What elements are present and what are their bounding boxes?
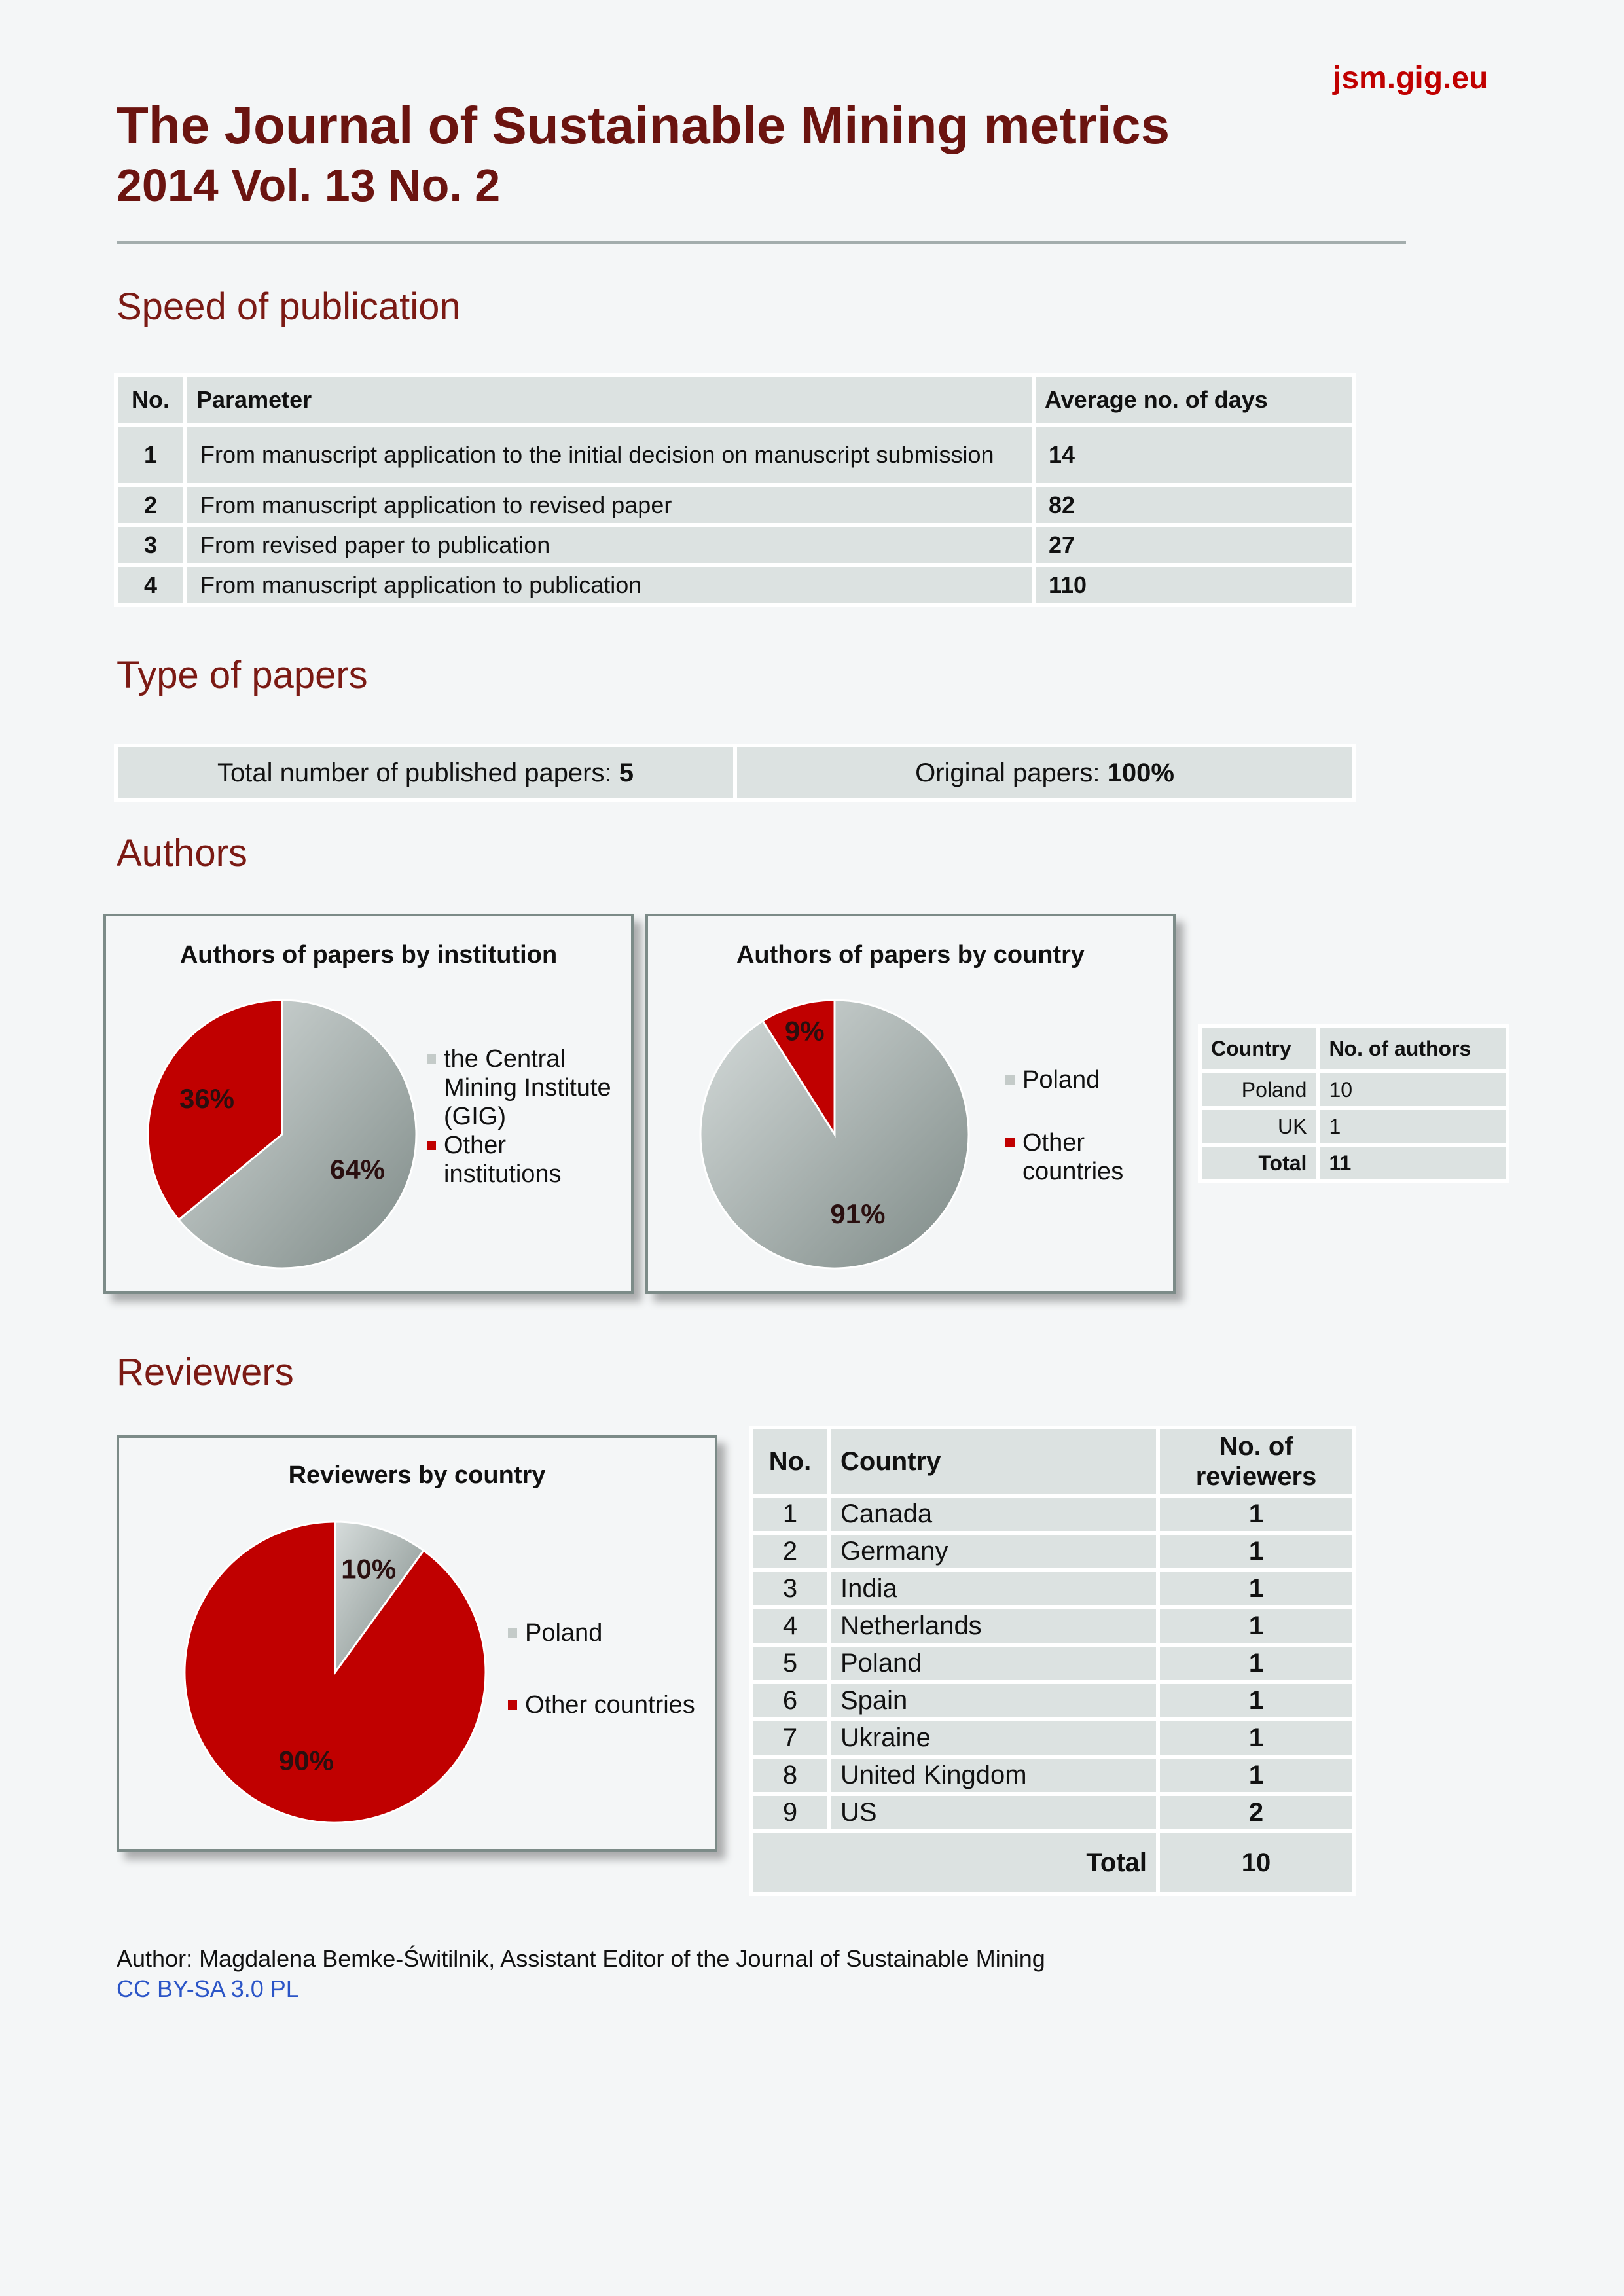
- pie-chart: [700, 1000, 969, 1268]
- legend-label: Other countries: [1022, 1129, 1124, 1185]
- row-number: 4: [118, 567, 183, 603]
- legend-marker-grey: [427, 1054, 436, 1064]
- column-header: Country: [1202, 1028, 1316, 1069]
- speed-table: [114, 373, 1356, 607]
- legend-label: Other institutions: [444, 1132, 562, 1188]
- country-cell: Ukraine: [831, 1721, 1156, 1755]
- days-cell: 82: [1036, 487, 1352, 523]
- parameter-cell: From manuscript application to the initial decision on manuscript submission: [187, 427, 1032, 483]
- original-papers-box: [737, 747, 1352, 798]
- row-number: 3: [118, 527, 183, 563]
- reviewers-count-cell: 1: [1160, 1498, 1352, 1531]
- table-row: [753, 1759, 1352, 1792]
- data-label: 91%: [830, 1198, 886, 1230]
- row-number: 1: [118, 427, 183, 483]
- pie-chart: [148, 1000, 416, 1268]
- original-papers-label: Original papers:: [915, 758, 1108, 787]
- data-label: 64%: [329, 1154, 386, 1185]
- reviewers-count-cell: 1: [1160, 1572, 1352, 1605]
- chart-title: Reviewers by country: [288, 1462, 546, 1489]
- days-cell: 110: [1036, 567, 1352, 603]
- reviewers-count-cell: 1: [1160, 1721, 1352, 1755]
- column-header: No. of authors: [1320, 1028, 1506, 1069]
- data-label: 90%: [278, 1745, 334, 1776]
- legend-item: [427, 1045, 623, 1131]
- chart-legend: [1005, 1066, 1163, 1186]
- original-papers-value: 100%: [1107, 758, 1174, 787]
- chart-authors-by-country: [645, 914, 1176, 1294]
- chart-title: Authors of papers by institution: [179, 941, 558, 969]
- country-cell: Germany: [831, 1535, 1156, 1568]
- page-subtitle: 2014 Vol. 13 No. 2: [117, 160, 501, 211]
- parameter-cell: From revised paper to publication: [187, 527, 1032, 563]
- legend-marker-grey: [1005, 1075, 1015, 1085]
- column-header: Average no. of days: [1036, 377, 1352, 423]
- column-header: Parameter: [187, 377, 1032, 423]
- section-heading-speed: Speed of publication: [117, 285, 461, 328]
- table-row: [1202, 1110, 1506, 1143]
- country-cell: Poland: [831, 1647, 1156, 1680]
- table-header-row: [1202, 1028, 1506, 1069]
- legend-item: [508, 1691, 711, 1719]
- count-cell: 1: [1320, 1110, 1506, 1143]
- column-header: No.: [118, 377, 183, 423]
- data-label: 10%: [341, 1553, 397, 1585]
- table-total-row: [1202, 1147, 1506, 1179]
- table-row: [753, 1647, 1352, 1680]
- section-heading-type: Type of papers: [117, 654, 368, 696]
- total-label: Total: [1202, 1147, 1316, 1179]
- column-header: Country: [831, 1429, 1156, 1494]
- authors-by-country-table: [1198, 1024, 1509, 1183]
- pie-slice-red: [185, 1522, 486, 1823]
- reviewers-table-body: [753, 1498, 1352, 1829]
- row-number: 1: [753, 1498, 827, 1531]
- country-cell: Poland: [1202, 1073, 1316, 1106]
- row-number: 9: [753, 1796, 827, 1829]
- days-cell: 14: [1036, 427, 1352, 483]
- legend-marker-grey: [508, 1628, 517, 1638]
- table-row: [753, 1572, 1352, 1605]
- table-header-row: [118, 377, 1352, 423]
- row-number: 5: [753, 1647, 827, 1680]
- reviewers-count-cell: 1: [1160, 1647, 1352, 1680]
- data-label: 9%: [784, 1015, 825, 1047]
- row-number: 8: [753, 1759, 827, 1792]
- type-of-papers-boxes: [114, 744, 1356, 802]
- chart-authors-by-institution: [103, 914, 634, 1294]
- chart-legend: [427, 1045, 623, 1189]
- row-number: 3: [753, 1572, 827, 1605]
- reviewers-count-cell: 1: [1160, 1609, 1352, 1643]
- row-number: 2: [118, 487, 183, 523]
- column-header: No. of reviewers: [1160, 1429, 1352, 1494]
- data-label: 36%: [179, 1083, 235, 1114]
- legend-item: [1005, 1066, 1163, 1094]
- table-total-row: [753, 1833, 1352, 1892]
- site-url-link[interactable]: jsm.gig.eu: [1333, 61, 1489, 96]
- parameter-cell: From manuscript application to revised paper: [187, 487, 1032, 523]
- header-divider: [117, 241, 1406, 244]
- total-papers-value: 5: [619, 758, 634, 787]
- table-header-row: [753, 1429, 1352, 1494]
- total-value: 11: [1320, 1147, 1506, 1179]
- section-heading-reviewers: Reviewers: [117, 1351, 294, 1393]
- license-link[interactable]: CC BY-SA 3.0 PL: [117, 1975, 299, 2002]
- chart-title: Authors of papers by country: [736, 941, 1085, 969]
- reviewers-count-cell: 1: [1160, 1684, 1352, 1717]
- reviewers-table: [749, 1426, 1356, 1896]
- legend-item: [427, 1131, 623, 1189]
- row-number: 7: [753, 1721, 827, 1755]
- total-label: Total: [753, 1833, 1156, 1892]
- legend-marker-red: [427, 1141, 436, 1150]
- section-heading-authors: Authors: [117, 832, 247, 874]
- table-row: [118, 487, 1352, 523]
- legend-label: Poland: [525, 1619, 603, 1647]
- legend-marker-red: [1005, 1138, 1015, 1147]
- country-cell: US: [831, 1796, 1156, 1829]
- parameter-cell: From manuscript application to publication: [187, 567, 1032, 603]
- row-number: 6: [753, 1684, 827, 1717]
- country-cell: Canada: [831, 1498, 1156, 1531]
- reviewers-count-cell: 1: [1160, 1535, 1352, 1568]
- legend-item: [1005, 1128, 1163, 1186]
- country-cell: Spain: [831, 1684, 1156, 1717]
- table-row: [753, 1796, 1352, 1829]
- table-row: [118, 427, 1352, 483]
- reviewers-count-cell: 1: [1160, 1759, 1352, 1792]
- column-header: No.: [753, 1429, 827, 1494]
- total-papers-label: Total number of published papers:: [217, 758, 619, 787]
- row-number: 2: [753, 1535, 827, 1568]
- legend-label: the Central Mining Institute (GIG): [444, 1045, 611, 1130]
- legend-label: Poland: [1022, 1066, 1100, 1094]
- chart-reviewers-by-country: [117, 1435, 717, 1852]
- table-row: [753, 1684, 1352, 1717]
- country-cell: UK: [1202, 1110, 1316, 1143]
- legend-label: Other countries: [525, 1691, 695, 1719]
- table-row: [118, 527, 1352, 563]
- row-number: 4: [753, 1609, 827, 1643]
- total-value: 10: [1160, 1833, 1352, 1892]
- table-row: [753, 1535, 1352, 1568]
- table-row: [118, 567, 1352, 603]
- table-row: [753, 1721, 1352, 1755]
- country-cell: India: [831, 1572, 1156, 1605]
- author-note: Author: Magdalena Bemke-Świtilnik, Assistant Editor of the Journal of Sustainable Mining: [117, 1945, 1045, 1972]
- total-papers-box: [118, 747, 733, 798]
- reviewers-count-cell: 2: [1160, 1796, 1352, 1829]
- table-row: [1202, 1073, 1506, 1106]
- count-cell: 10: [1320, 1073, 1506, 1106]
- page-title: The Journal of Sustainable Mining metrics: [117, 96, 1170, 154]
- pie-chart: [185, 1522, 486, 1823]
- legend-item: [508, 1619, 711, 1647]
- days-cell: 27: [1036, 527, 1352, 563]
- legend-marker-red: [508, 1700, 517, 1710]
- chart-legend: [508, 1619, 711, 1719]
- table-row: [753, 1498, 1352, 1531]
- country-cell: Netherlands: [831, 1609, 1156, 1643]
- country-cell: United Kingdom: [831, 1759, 1156, 1792]
- table-row: [753, 1609, 1352, 1643]
